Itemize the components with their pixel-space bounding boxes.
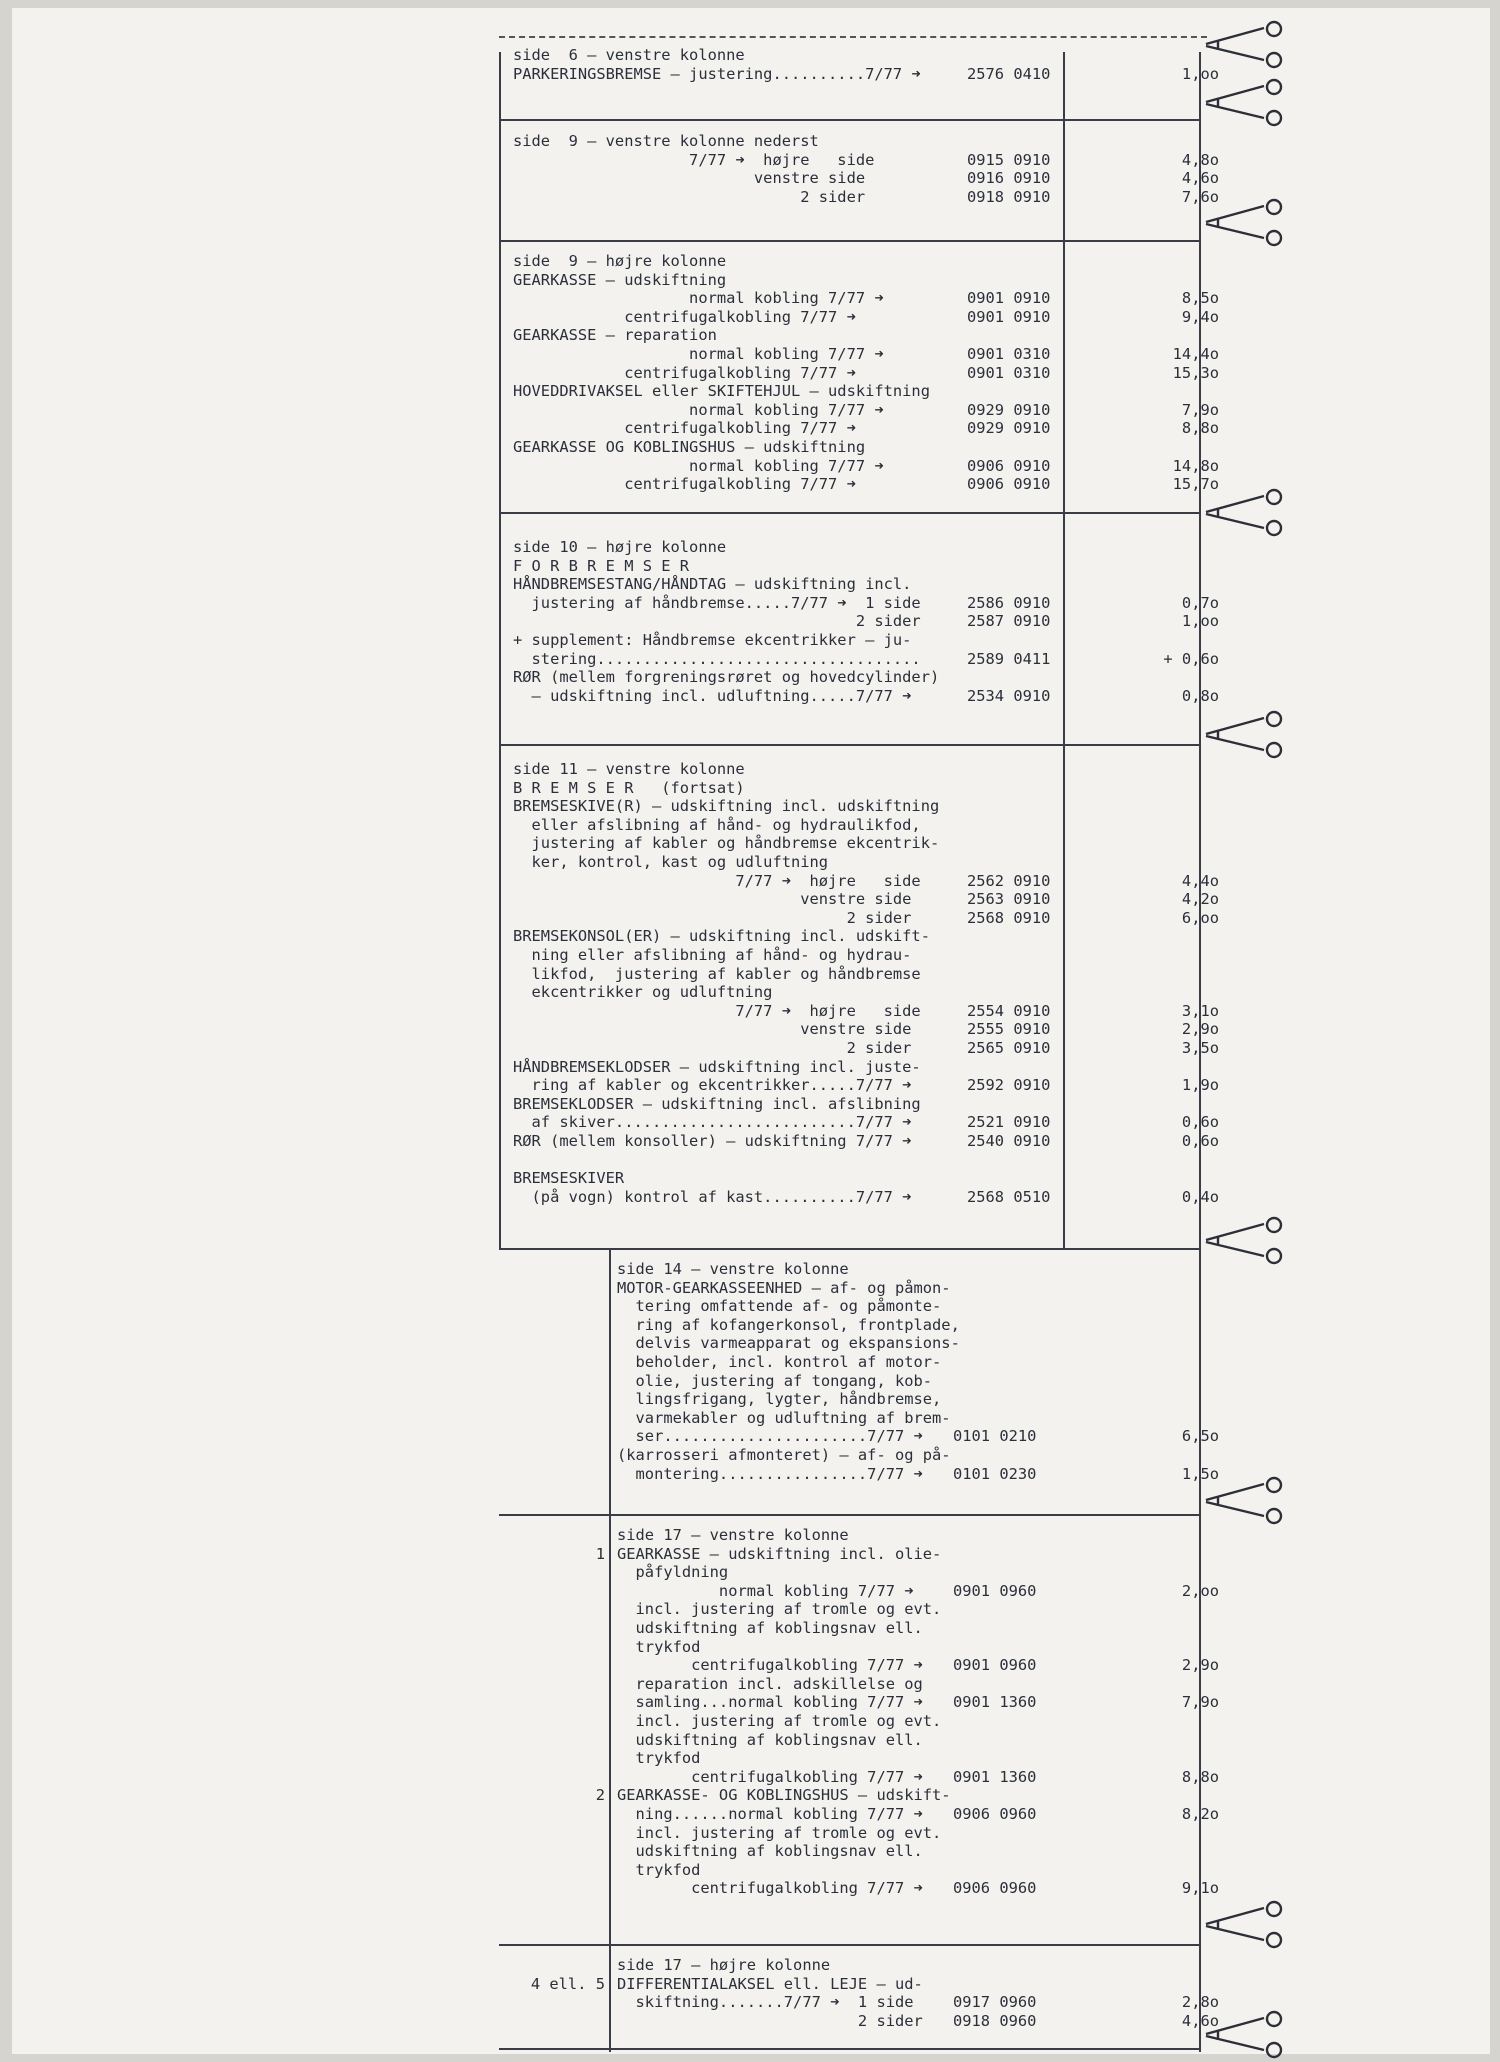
text-line <box>499 816 1207 835</box>
line-text: normal kobling 7/77 ➜ <box>513 289 884 308</box>
operation-code: 2521 0910 <box>967 1113 1051 1132</box>
time-value: 1,9o <box>1181 1076 1219 1095</box>
time-value: 4,2o <box>1181 890 1219 909</box>
divider-7 <box>499 1944 1201 1946</box>
text-line <box>499 983 1207 1002</box>
text-line <box>499 1767 1219 1787</box>
line-text: ning eller afslibning af hånd- og hydrau- <box>513 945 912 964</box>
time-value: 3,1o <box>1181 1001 1219 1020</box>
line-text: eller afslibning af hånd- og hydraulikfod, <box>513 815 921 834</box>
scissors-icon <box>1204 1216 1294 1266</box>
line-text: centrifugalkobling 7/77 ➜ <box>513 307 856 326</box>
line-text: HÅNDBREMSESTANG/HÅNDTAG – udskiftning incl. <box>513 575 912 594</box>
text-line <box>499 1446 1207 1465</box>
line-text: DIFFERENTIALAKSEL ell. LEJE – ud- <box>617 1974 923 1993</box>
scissors-icon <box>1204 710 1294 760</box>
operation-code: 2534 0910 <box>967 686 1051 705</box>
line-text: 2 sider <box>513 612 921 631</box>
operation-code: 0901 1360 <box>953 1693 1037 1712</box>
line-text: normal kobling 7/77 ➜ <box>513 400 884 419</box>
line-text: + supplement: Håndbremse ekcentrikker – ju- <box>513 630 912 649</box>
text-line <box>499 1316 1207 1335</box>
text-line <box>499 965 1207 984</box>
text-line <box>499 1879 1219 1898</box>
operation-code: 2563 0910 <box>967 890 1051 909</box>
text-line <box>499 363 1219 383</box>
line-text: 7/77 ➜ højre side <box>513 871 921 890</box>
operation-code: 2555 0910 <box>967 1020 1051 1039</box>
text-line <box>499 1675 1207 1694</box>
line-text: lingsfrigang, lygter, håndbremse, <box>617 1390 942 1409</box>
text-line <box>499 612 1219 631</box>
divider-5 <box>499 1248 1201 1250</box>
divider-3 <box>499 512 1201 514</box>
text-line <box>499 1600 1207 1619</box>
text-line <box>499 1058 1207 1077</box>
line-text: side 9 – højre kolonne <box>513 252 727 270</box>
line-text: likfod, justering af kabler og håndbremse <box>513 964 921 983</box>
line-text: GEARKASSE OG KOBLINGSHUS – udskiftning <box>513 437 866 456</box>
time-value: 2,oo <box>1181 1581 1219 1600</box>
text-line <box>499 1353 1207 1372</box>
text-line <box>499 797 1207 816</box>
text-line <box>499 132 1207 151</box>
time-value: 4,6o <box>1181 169 1219 188</box>
line-text: normal kobling 7/77 ➜ <box>513 456 884 475</box>
text-line <box>499 927 1207 946</box>
operation-code: 0901 0910 <box>967 307 1051 326</box>
scissors-icon <box>1204 1476 1294 1526</box>
line-text: ser......................7/77 ➜ <box>617 1427 923 1446</box>
section-1 <box>499 46 1219 83</box>
time-value: 9,1o <box>1181 1879 1219 1898</box>
line-text: venstre side <box>513 890 912 909</box>
scissors-icon <box>1204 2010 1294 2060</box>
scissors-icon <box>1204 78 1294 128</box>
text-line <box>499 1731 1207 1750</box>
text-line <box>499 1842 1207 1861</box>
text-line <box>499 326 1207 345</box>
text-line <box>499 187 1219 207</box>
operation-code: 2587 0910 <box>967 612 1051 631</box>
divider-2 <box>499 240 1201 242</box>
text-line <box>499 1693 1219 1712</box>
line-text: ning......normal kobling 7/77 ➜ <box>617 1804 923 1823</box>
line-text: stering................................... <box>513 649 921 668</box>
text-line <box>499 853 1207 872</box>
text-line <box>499 1150 1207 1169</box>
operation-code: 0916 0910 <box>967 169 1051 188</box>
time-value: 15,7o <box>1172 475 1219 494</box>
line-text: udskiftning af koblingsnav ell. <box>617 1842 923 1861</box>
text-line <box>499 1464 1219 1484</box>
text-line <box>499 557 1207 576</box>
text-line <box>499 1656 1219 1675</box>
operation-code: 0906 0910 <box>967 475 1051 494</box>
operation-code: 2586 0910 <box>967 593 1051 612</box>
line-text: – udskiftning incl. udluftning.....7/77 ➜ <box>513 686 912 705</box>
operation-code: 0901 1360 <box>953 1767 1037 1786</box>
line-text: venstre side <box>513 169 866 188</box>
line-text: BREMSESKIVE(R) – udskiftning incl. udskiftning <box>513 797 940 816</box>
text-line <box>499 1390 1207 1409</box>
text-line <box>499 1581 1219 1601</box>
line-text: skiftning.......7/77 ➜ 1 side <box>617 1993 914 2012</box>
line-text: B R E M S E R (fortsat) <box>513 778 745 797</box>
text-line <box>499 1563 1207 1582</box>
line-text: centrifugalkobling 7/77 ➜ <box>617 1656 923 1675</box>
text-line <box>499 2011 1219 2031</box>
text-line <box>499 1993 1219 2012</box>
text-line <box>499 382 1207 401</box>
line-text: af skiver..........................7/77 ➜ <box>513 1113 912 1132</box>
line-text: (på vogn) kontrol af kast..........7/77 ➜ <box>513 1187 912 1206</box>
operation-code: 0901 0960 <box>953 1581 1037 1600</box>
operation-code: 0915 0910 <box>967 150 1051 169</box>
line-text: MOTOR-GEARKASSEENHED – af- og påmon- <box>617 1278 951 1297</box>
price-sheet <box>499 32 1219 2052</box>
time-value: 2,9o <box>1181 1656 1219 1675</box>
time-value: 0,7o <box>1181 593 1219 612</box>
line-text: normal kobling 7/77 ➜ <box>513 344 884 363</box>
section-2 <box>499 132 1219 206</box>
text-line <box>499 1279 1207 1298</box>
operation-code: 0901 0910 <box>967 289 1051 308</box>
line-text: side 9 – venstre kolonne nederst <box>513 132 819 150</box>
text-line <box>499 419 1219 438</box>
text-line <box>499 593 1219 613</box>
text-line <box>499 890 1219 909</box>
text-line <box>499 834 1207 853</box>
section-6 <box>499 1260 1219 1483</box>
line-text: justering af kabler og håndbremse ekcentrik- <box>513 834 940 853</box>
text-line <box>499 1526 1207 1545</box>
text-line <box>499 1712 1207 1731</box>
divider-6 <box>499 1514 1201 1516</box>
text-line <box>499 289 1219 308</box>
text-line <box>499 1545 1207 1564</box>
line-text: ekcentrikker og udluftning <box>513 983 773 1002</box>
line-text: RØR (mellem konsoller) – udskiftning 7/77 ➜ <box>513 1131 912 1150</box>
line-text: HÅNDBREMSEKLODSER – udskiftning incl. juste- <box>513 1057 921 1076</box>
operation-code: 0929 0910 <box>967 419 1051 438</box>
text-line <box>499 252 1207 271</box>
operation-code: 0929 0910 <box>967 400 1051 419</box>
text-line <box>499 686 1219 706</box>
operation-code: 0901 0310 <box>967 363 1051 382</box>
section-3 <box>499 252 1219 494</box>
line-text: beholder, incl. kontrol af motor- <box>617 1352 942 1371</box>
time-value: 7,9o <box>1181 400 1219 419</box>
line-text: GEARKASSE – udskiftning incl. olie- <box>617 1544 942 1563</box>
text-line <box>499 1956 1207 1975</box>
line-text: 2 sider <box>617 2011 923 2030</box>
line-text: montering................7/77 ➜ <box>617 1464 923 1483</box>
line-text: samling...normal kobling 7/77 ➜ <box>617 1693 923 1712</box>
text-line <box>499 475 1219 494</box>
line-text: centrifugalkobling 7/77 ➜ <box>617 1879 923 1898</box>
line-text: reparation incl. adskillelse og <box>617 1674 923 1693</box>
line-text: BREMSESKIVER <box>513 1169 625 1188</box>
time-value: 6,oo <box>1181 908 1219 927</box>
operation-code: 0101 0210 <box>953 1427 1037 1446</box>
text-line <box>499 1804 1219 1824</box>
operation-code: 0906 0910 <box>967 456 1051 475</box>
line-text: trykfod <box>617 1749 701 1768</box>
time-value: 8,8o <box>1181 1767 1219 1786</box>
time-value: 7,6o <box>1181 187 1219 206</box>
text-line <box>499 1334 1207 1353</box>
operation-code: 0901 0310 <box>967 344 1051 363</box>
operation-code: 0906 0960 <box>953 1879 1037 1898</box>
text-line <box>499 668 1207 687</box>
operation-code: 2562 0910 <box>967 871 1051 890</box>
text-line <box>499 1297 1207 1316</box>
time-value: 4,8o <box>1181 150 1219 169</box>
operation-code: 2568 0910 <box>967 908 1051 927</box>
item-number: 1 <box>595 1544 605 1563</box>
text-line <box>499 1427 1219 1446</box>
line-text: udskiftning af koblingsnav ell. <box>617 1618 923 1637</box>
text-line <box>499 871 1219 891</box>
line-text: olie, justering af tongang, kob- <box>617 1371 933 1390</box>
time-value: 4,4o <box>1181 871 1219 890</box>
text-line <box>499 575 1207 594</box>
text-line <box>499 1169 1207 1188</box>
section-7 <box>499 1526 1219 1898</box>
line-text: delvis varmeapparat og ekspansions- <box>617 1334 960 1353</box>
section-8 <box>499 1956 1219 2030</box>
text-line <box>499 760 1207 779</box>
text-line <box>499 946 1207 965</box>
item-number: 2 <box>595 1786 605 1805</box>
line-text: påfyldning <box>617 1563 729 1582</box>
line-text: 2 sider <box>513 1038 912 1057</box>
line-text: incl. justering af tromle og evt. <box>617 1711 942 1730</box>
text-line <box>499 1372 1207 1391</box>
line-text: trykfod <box>617 1860 701 1879</box>
scissors-icon <box>1204 198 1294 248</box>
text-line <box>499 538 1207 557</box>
line-text: HOVEDDRIVAKSEL eller SKIFTEHJUL – udskiftning <box>513 382 930 401</box>
operation-code: 0906 0960 <box>953 1804 1037 1823</box>
line-text: 2 sider <box>513 908 912 927</box>
text-line <box>499 1095 1207 1114</box>
text-line <box>499 1076 1219 1095</box>
line-text: side 17 – højre kolonne <box>617 1956 831 1974</box>
line-text: RØR (mellem forgreningsrøret og hovedcylinder) <box>513 668 940 687</box>
line-text: centrifugalkobling 7/77 ➜ <box>513 475 856 494</box>
operation-code: 2592 0910 <box>967 1076 1051 1095</box>
text-line <box>499 1861 1207 1880</box>
time-value: 4,6o <box>1181 2011 1219 2030</box>
line-text: varmekabler og udluftning af brem- <box>617 1408 951 1427</box>
time-value: + 0,6o <box>1163 649 1219 668</box>
line-text: centrifugalkobling 7/77 ➜ <box>513 419 856 438</box>
time-value: 14,4o <box>1172 344 1219 363</box>
text-line <box>499 1824 1207 1843</box>
line-text: GEARKASSE – reparation <box>513 326 717 345</box>
operation-code: 0101 0230 <box>953 1464 1037 1483</box>
line-text: incl. justering af tromle og evt. <box>617 1600 942 1619</box>
scissors-icon <box>1204 1900 1294 1950</box>
operation-code: 2568 0510 <box>967 1187 1051 1206</box>
line-text: trykfod <box>617 1637 701 1656</box>
operation-code: 2540 0910 <box>967 1131 1051 1150</box>
line-text: BREMSEKONSOL(ER) – udskiftning incl. udskift- <box>513 927 930 946</box>
scissors-icon <box>1204 488 1294 538</box>
text-line <box>499 1020 1219 1039</box>
text-line <box>499 1187 1219 1207</box>
text-line <box>499 307 1219 327</box>
time-value: 3,5o <box>1181 1038 1219 1057</box>
text-line <box>499 1786 1207 1805</box>
line-text: tering omfattende af- og påmonte- <box>617 1297 942 1316</box>
time-value: 8,2o <box>1181 1804 1219 1823</box>
operation-code: 2565 0910 <box>967 1038 1051 1057</box>
time-value: 8,8o <box>1181 419 1219 438</box>
line-text: 7/77 ➜ højre side <box>513 150 875 169</box>
line-text: udskiftning af koblingsnav ell. <box>617 1730 923 1749</box>
text-line <box>499 1749 1207 1768</box>
operation-code: 2554 0910 <box>967 1001 1051 1020</box>
line-text: (karrosseri afmonteret) – af- og på- <box>617 1445 951 1464</box>
time-value: 0,6o <box>1181 1113 1219 1132</box>
text-line <box>499 908 1219 928</box>
operation-code: 2589 0411 <box>967 649 1051 668</box>
text-line <box>499 649 1219 669</box>
line-text: justering af håndbremse.....7/77 ➜ 1 side <box>513 593 921 612</box>
text-line <box>499 169 1219 188</box>
time-value: 8,5o <box>1181 289 1219 308</box>
text-line <box>499 1638 1207 1657</box>
time-value: 6,5o <box>1181 1427 1219 1446</box>
time-value: 0,6o <box>1181 1131 1219 1150</box>
line-text: side 10 – højre kolonne <box>513 538 727 556</box>
line-text: ring af kabler og ekcentrikker.....7/77 ➜ <box>513 1076 912 1095</box>
operation-code: 0918 0910 <box>967 187 1051 206</box>
time-value: 1,5o <box>1181 1464 1219 1483</box>
section-5 <box>499 760 1219 1206</box>
item-number: 4 ell. 5 <box>530 1974 605 1993</box>
section-4 <box>499 538 1219 705</box>
line-text: ker, kontrol, kast og udluftning <box>513 852 829 871</box>
line-text: 2 sider <box>513 187 866 206</box>
text-line <box>499 400 1219 420</box>
time-value: 1,oo <box>1181 612 1219 631</box>
text-line <box>499 271 1207 290</box>
time-value: 9,4o <box>1181 307 1219 326</box>
text-line <box>499 1975 1207 1994</box>
divider-1 <box>499 119 1201 121</box>
time-value: 0,4o <box>1181 1187 1219 1206</box>
line-text: GEARKASSE – udskiftning <box>513 270 727 289</box>
text-line <box>499 1113 1219 1132</box>
text-line <box>499 1260 1207 1279</box>
text-line <box>499 344 1219 364</box>
line-text: ring af kofangerkonsol, frontplade, <box>617 1315 960 1334</box>
line-text: centrifugalkobling 7/77 ➜ <box>617 1767 923 1786</box>
operation-code: 0901 0960 <box>953 1656 1037 1675</box>
divider-4 <box>499 744 1201 746</box>
time-value: 1,oo <box>1181 64 1219 83</box>
line-text: incl. justering af tromle og evt. <box>617 1823 942 1842</box>
line-text: PARKERINGSBREMSE – justering..........7/77 ➜ <box>513 64 921 83</box>
document-page <box>12 8 1490 2054</box>
text-line <box>499 456 1219 476</box>
line-text: venstre side <box>513 1020 912 1039</box>
text-line <box>499 438 1207 457</box>
text-line <box>499 779 1207 798</box>
line-text: BREMSEKLODSER – udskiftning incl. afslibning <box>513 1094 921 1113</box>
line-text: F O R B R E M S E R <box>513 556 690 575</box>
text-line <box>499 150 1219 170</box>
text-line <box>499 64 1219 84</box>
divider-8 <box>499 2048 1201 2050</box>
line-text: centrifugalkobling 7/77 ➜ <box>513 363 856 382</box>
line-text: normal kobling 7/77 ➜ <box>617 1581 914 1600</box>
time-value: 14,8o <box>1172 456 1219 475</box>
text-line <box>499 1001 1219 1021</box>
line-text: side 6 – venstre kolonne <box>513 46 745 64</box>
operation-code: 0917 0960 <box>953 1993 1037 2012</box>
time-value: 7,9o <box>1181 1693 1219 1712</box>
line-text: GEARKASSE- OG KOBLINGSHUS – udskift- <box>617 1786 951 1805</box>
scissors-icon <box>1204 20 1294 70</box>
text-line <box>499 1409 1207 1428</box>
text-line <box>499 46 1207 65</box>
time-value: 15,3o <box>1172 363 1219 382</box>
operation-code: 2576 0410 <box>967 64 1051 83</box>
line-text: side 11 – venstre kolonne <box>513 760 745 778</box>
text-line <box>499 1131 1219 1151</box>
time-value: 2,9o <box>1181 1020 1219 1039</box>
text-line <box>499 1038 1219 1058</box>
line-text: side 14 – venstre kolonne <box>617 1260 849 1278</box>
text-line <box>499 631 1207 650</box>
time-value: 0,8o <box>1181 686 1219 705</box>
line-text: 7/77 ➜ højre side <box>513 1001 921 1020</box>
time-value: 2,8o <box>1181 1993 1219 2012</box>
line-text: side 17 – venstre kolonne <box>617 1526 849 1544</box>
operation-code: 0918 0960 <box>953 2011 1037 2030</box>
top-cut-line <box>499 36 1207 38</box>
text-line <box>499 1619 1207 1638</box>
